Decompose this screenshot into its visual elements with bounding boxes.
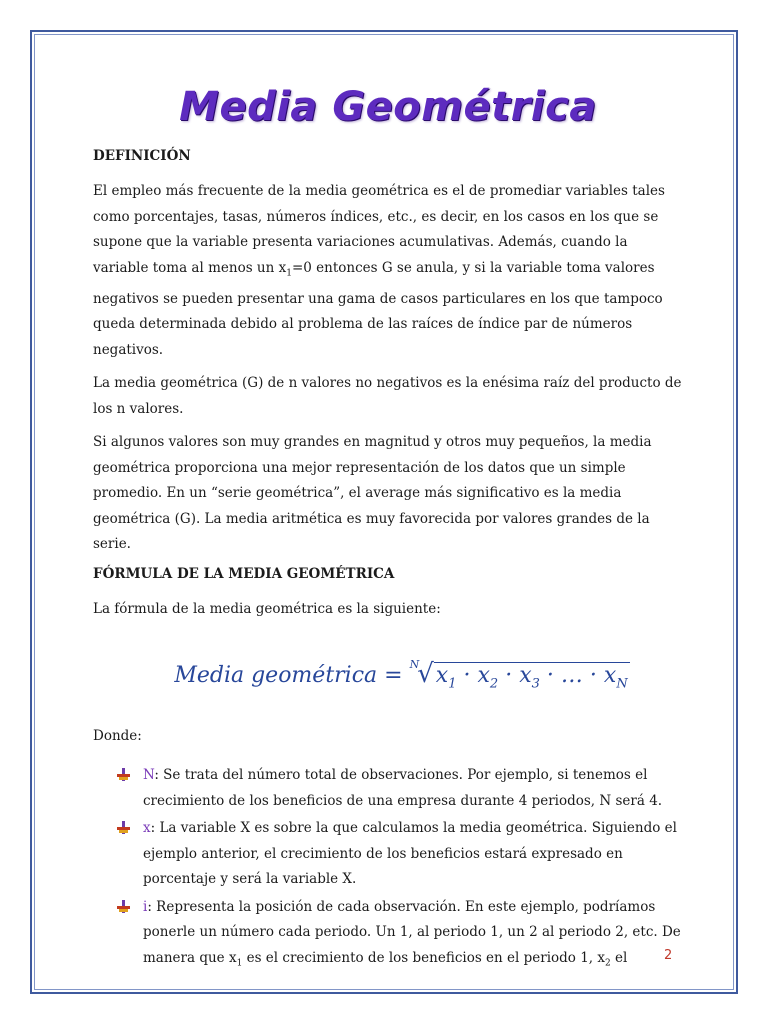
formula-lhs: Media geométrica = — [174, 663, 403, 689]
definition-paragraph-2: La media geométrica (G) de n valores no negativos es la enésima raíz del producto de los n valores. — [93, 375, 682, 417]
list-item-x — [117, 816, 683, 893]
term-i: i — [143, 898, 148, 915]
term-x: x — [143, 820, 151, 837]
definitions-list — [93, 763, 683, 977]
page-content — [93, 80, 683, 979]
bullet-icon — [117, 768, 130, 781]
page-title: Media Geométrica — [179, 84, 597, 130]
geometric-mean-formula — [121, 658, 683, 691]
bullet-icon — [117, 900, 130, 913]
list-item-text: : La variable X es sobre la que calculamos la media geométrica. Siguiendo el ejemplo anterior, el crecimiento de los beneficios estará expresado en porcentaje y será la variable X. — [143, 820, 677, 888]
definition-heading: DEFINICIÓN — [93, 148, 191, 164]
formula-heading: FÓRMULA DE LA MEDIA GEOMÉTRICA — [93, 565, 395, 582]
definition-paragraph-1: El empleo más frecuente de la media geométrica es el de promediar variables tales como porcentajes, tasas, números índices, etc., es decir, en los casos en los que se supone que la variable presenta variaciones acumulativas. Además, cuando la variable toma al menos un $x_1=0$ entonces G se anula, y si la variable toma valores negativos se pueden presentar una gama de casos particulares en los que tampoco queda determinada debido al problema de las raíces de índice par de números negativos. — [93, 183, 665, 358]
page-number: 2 — [664, 948, 673, 963]
radical-sign: √ — [417, 659, 434, 690]
formula-intro: La fórmula de la media geométrica es la siguiente: — [93, 600, 441, 617]
list-item-n — [117, 763, 683, 814]
donde-label: Donde: — [93, 727, 142, 744]
definition-paragraph-3: Si algunos valores son muy grandes en magnitud y otros muy pequeños, la media geométrica proporciona una mejor representación de los datos que un simple promedio. En un “serie geométrica”, el average más significativo es la media geométrica (G). La media aritmética es muy favorecida por valores grandes de la serie. — [93, 434, 652, 553]
bullet-icon — [117, 821, 130, 834]
list-item-text: : Se trata del número total de observaciones. Por ejemplo, si tenemos el crecimiento de los beneficios de una empresa durante 4 periodos, N será 4. — [143, 767, 663, 809]
formula-root-index: N — [409, 658, 420, 672]
term-n: N — [143, 767, 155, 784]
formula-radicand: $x_1 \cdot x_2 \cdot x_3$ · … · $x_N$ — [435, 663, 628, 692]
list-item-i: i: Representa la posición de cada observación. En este ejemplo, podríamos ponerle un número cada periodo. Un 1, al periodo 1, un 2 al periodo 2, etc. De manera que $x_1$ es el crecimiento de los beneficios en el periodo 1, $x_2$ el — [117, 895, 683, 977]
